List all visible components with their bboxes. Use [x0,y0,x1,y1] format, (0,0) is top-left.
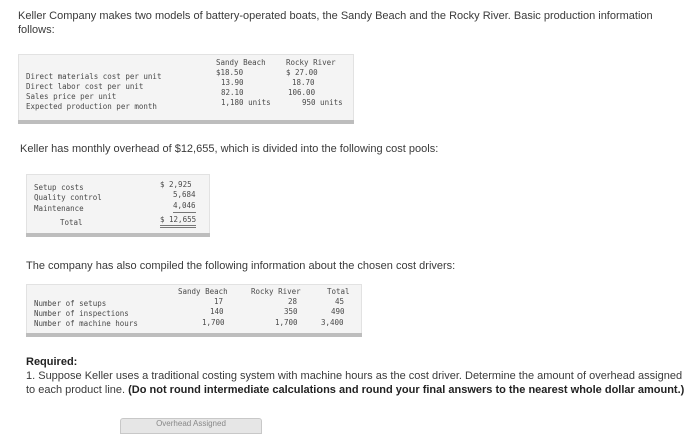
pool-value: 4,046 [173,201,196,213]
intro-line-1: Keller Company makes two models of battery-operated boats, the Sandy Beach and the Rocky River. Basic production information [18,10,653,22]
prod-rocky-value: $ 27.00 [286,68,318,77]
required-line-2 [26,383,696,397]
prod-header-rocky: Rocky River [286,58,336,67]
prod-sandy-value: $18.50 [216,68,244,77]
driver-sandy-value: 140 [210,307,224,316]
drivers-text: The company has also compiled the following information about the chosen cost drivers: [26,260,456,272]
prod-row-label: Expected production per month [26,102,157,111]
prod-row-label: Sales price per unit [26,92,117,101]
driver-total-value: 490 [331,307,345,316]
production-table-bar [18,120,354,124]
pool-value: 5,684 [173,190,196,199]
overhead-assigned-tab[interactable] [120,418,262,434]
driver-header-total: Total [327,287,350,296]
required-title: Required: [26,356,78,368]
prod-header-sandy: Sandy Beach [216,58,266,67]
driver-header-sandy: Sandy Beach [178,287,228,296]
required-line-1: 1. Suppose Keller uses a traditional costing system with machine hours as the cost driver. Determine the amount of overhead assigned [26,370,683,382]
prod-sandy-value: 13.90 [221,78,244,87]
prod-rocky-value: 950 units [302,98,343,107]
driver-rocky-value: 350 [284,307,298,316]
driver-label: Number of machine hours [34,319,138,328]
pool-label: Quality control [34,193,102,202]
overhead-text: Keller has monthly overhead of $12,655, which is divided into the following cost pools: [20,143,439,155]
prod-rocky-value: 106.00 [288,88,316,97]
required-line-2-plain: to each product line. [26,384,129,396]
cost-drivers-table-bar [26,333,362,337]
required-section [26,355,696,397]
driver-label: Number of inspections [34,309,129,318]
pool-total-label: Total [60,218,83,227]
prod-row-label: Direct labor cost per unit [26,82,144,91]
driver-label: Number of setups [34,299,107,308]
prod-rocky-value: 18.70 [292,78,315,87]
driver-rocky-value: 28 [288,297,298,306]
prod-sandy-value: 1,180 units [221,98,271,107]
cost-pools-table-bar [26,233,210,237]
pool-label: Setup costs [34,183,84,192]
driver-sandy-value: 1,700 [202,318,225,327]
rounding-note: (Do not round intermediate calculations and round your final answers to the nearest whole dollar amount.) [128,384,685,396]
pool-label: Maintenance [34,204,84,213]
driver-header-rocky: Rocky River [251,287,301,296]
driver-total-value: 45 [335,297,345,306]
driver-rocky-value: 1,700 [275,318,298,327]
driver-sandy-value: 17 [214,297,224,306]
prod-row-label: Direct materials cost per unit [26,72,162,81]
driver-total-value: 3,400 [321,318,344,327]
intro-line-2: follows: [18,24,55,36]
prod-sandy-value: 82.10 [221,88,244,97]
pool-total-value: $ 12,655 [160,215,196,228]
intro-text [18,9,688,37]
overhead-assigned-tab-label: Overhead Assigned [156,419,226,428]
pool-value: $ 2,925 [160,180,192,189]
